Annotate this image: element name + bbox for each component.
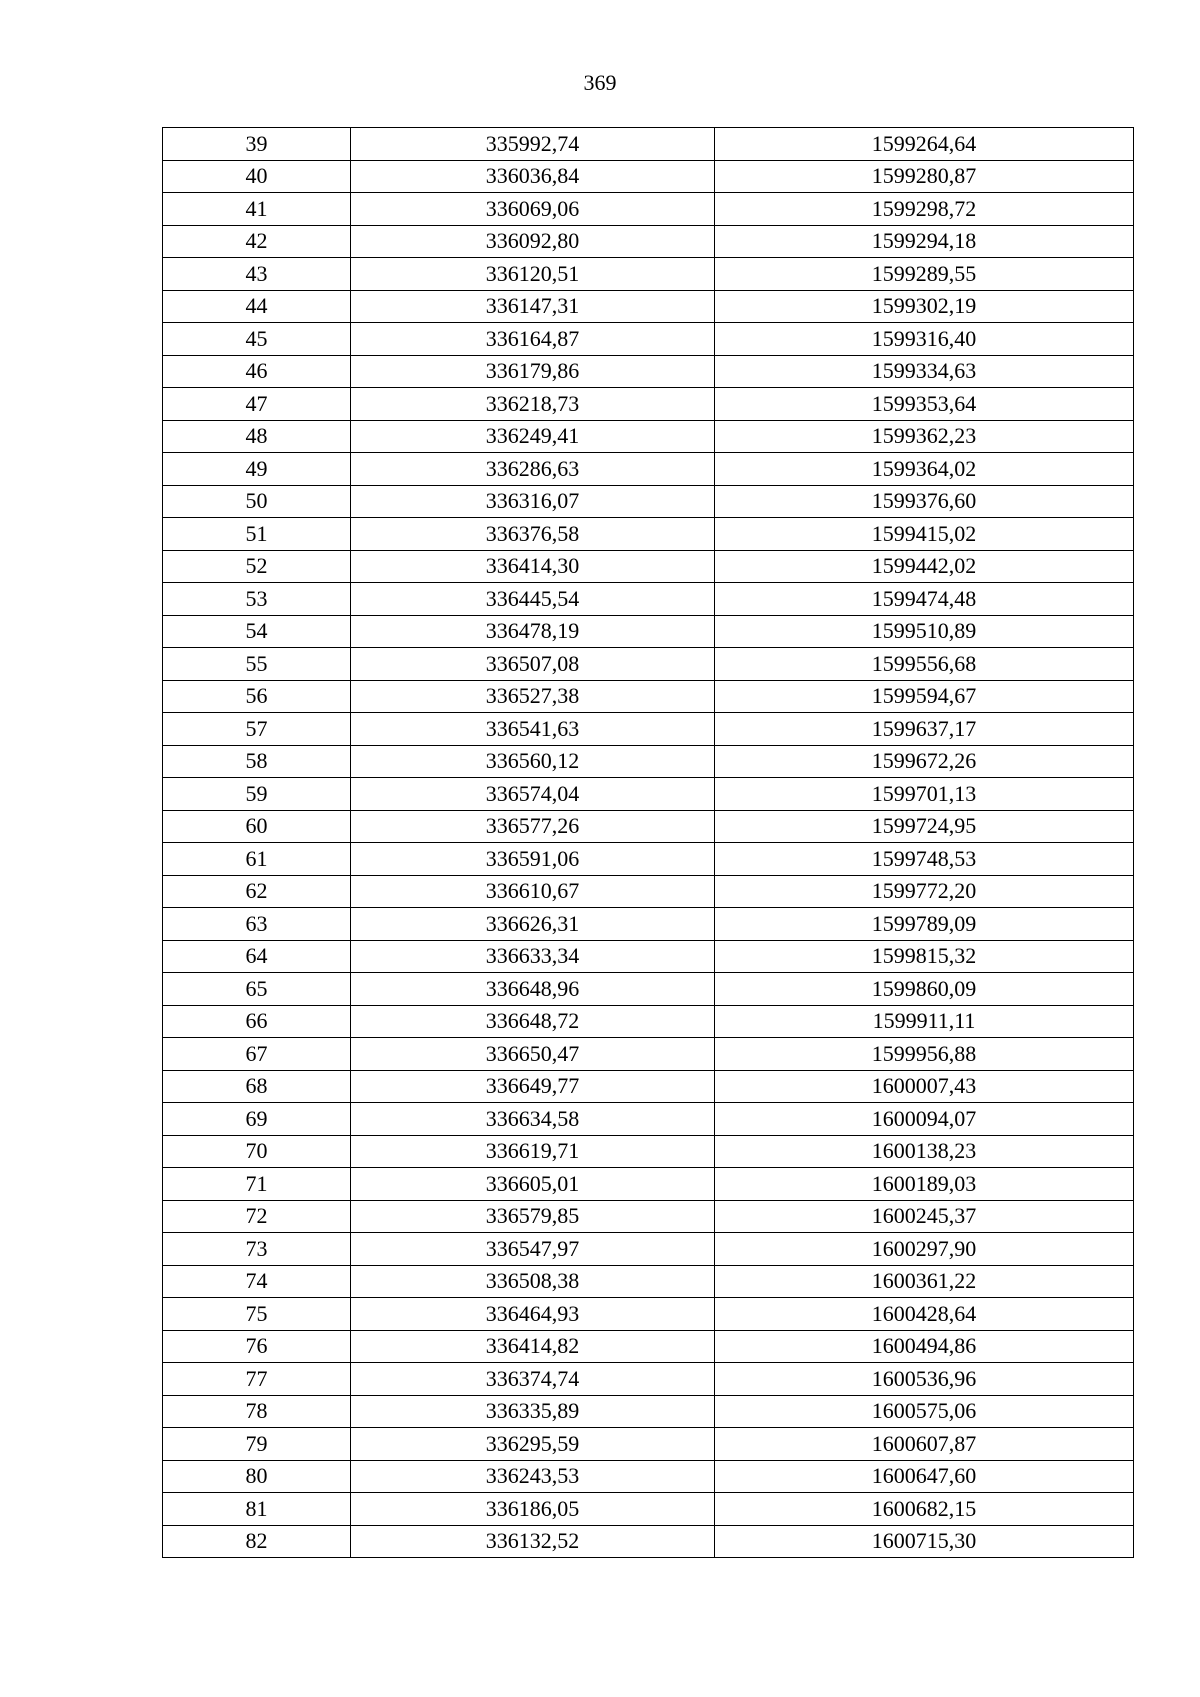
point-number-cell: 79	[163, 1428, 351, 1461]
x-coordinate-cell: 336164,87	[351, 323, 715, 356]
point-number-cell: 74	[163, 1265, 351, 1298]
point-number-cell: 46	[163, 355, 351, 388]
x-coordinate-cell: 336508,38	[351, 1265, 715, 1298]
y-coordinate-cell: 1600245,37	[715, 1200, 1134, 1233]
table-row	[163, 843, 1134, 876]
table-row	[163, 1200, 1134, 1233]
x-coordinate-cell: 336414,82	[351, 1330, 715, 1363]
y-coordinate-cell: 1599594,67	[715, 680, 1134, 713]
y-coordinate-cell: 1599956,88	[715, 1038, 1134, 1071]
y-coordinate-cell: 1599334,63	[715, 355, 1134, 388]
table-row	[163, 1168, 1134, 1201]
y-coordinate-cell: 1599748,53	[715, 843, 1134, 876]
table-row	[163, 615, 1134, 648]
table-row	[163, 875, 1134, 908]
table-row	[163, 1363, 1134, 1396]
y-coordinate-cell: 1599556,68	[715, 648, 1134, 681]
table-row	[163, 193, 1134, 226]
point-number-cell: 69	[163, 1103, 351, 1136]
table-row	[163, 1493, 1134, 1526]
point-number-cell: 68	[163, 1070, 351, 1103]
table-row	[163, 778, 1134, 811]
x-coordinate-cell: 336464,93	[351, 1298, 715, 1331]
table-row	[163, 1298, 1134, 1331]
x-coordinate-cell: 336069,06	[351, 193, 715, 226]
y-coordinate-cell: 1600094,07	[715, 1103, 1134, 1136]
coordinates-table	[162, 127, 1134, 1558]
x-coordinate-cell: 336179,86	[351, 355, 715, 388]
table-row	[163, 973, 1134, 1006]
y-coordinate-cell: 1599789,09	[715, 908, 1134, 941]
x-coordinate-cell: 336619,71	[351, 1135, 715, 1168]
y-coordinate-cell: 1599701,13	[715, 778, 1134, 811]
y-coordinate-cell: 1599364,02	[715, 453, 1134, 486]
point-number-cell: 81	[163, 1493, 351, 1526]
x-coordinate-cell: 336120,51	[351, 258, 715, 291]
point-number-cell: 56	[163, 680, 351, 713]
x-coordinate-cell: 336610,67	[351, 875, 715, 908]
table-row	[163, 225, 1134, 258]
y-coordinate-cell: 1600494,86	[715, 1330, 1134, 1363]
point-number-cell: 45	[163, 323, 351, 356]
x-coordinate-cell: 336577,26	[351, 810, 715, 843]
y-coordinate-cell: 1599772,20	[715, 875, 1134, 908]
point-number-cell: 64	[163, 940, 351, 973]
point-number-cell: 58	[163, 745, 351, 778]
x-coordinate-cell: 336541,63	[351, 713, 715, 746]
y-coordinate-cell: 1599415,02	[715, 518, 1134, 551]
table-row	[163, 1330, 1134, 1363]
y-coordinate-cell: 1600715,30	[715, 1525, 1134, 1558]
y-coordinate-cell: 1599353,64	[715, 388, 1134, 421]
y-coordinate-cell: 1600297,90	[715, 1233, 1134, 1266]
point-number-cell: 43	[163, 258, 351, 291]
x-coordinate-cell: 336626,31	[351, 908, 715, 941]
table-row	[163, 583, 1134, 616]
y-coordinate-cell: 1600428,64	[715, 1298, 1134, 1331]
point-number-cell: 78	[163, 1395, 351, 1428]
y-coordinate-cell: 1599289,55	[715, 258, 1134, 291]
y-coordinate-cell: 1600682,15	[715, 1493, 1134, 1526]
y-coordinate-cell: 1600536,96	[715, 1363, 1134, 1396]
x-coordinate-cell: 336527,38	[351, 680, 715, 713]
point-number-cell: 53	[163, 583, 351, 616]
x-coordinate-cell: 336634,58	[351, 1103, 715, 1136]
point-number-cell: 72	[163, 1200, 351, 1233]
x-coordinate-cell: 336649,77	[351, 1070, 715, 1103]
point-number-cell: 76	[163, 1330, 351, 1363]
point-number-cell: 44	[163, 290, 351, 323]
x-coordinate-cell: 336376,58	[351, 518, 715, 551]
x-coordinate-cell: 336243,53	[351, 1460, 715, 1493]
point-number-cell: 54	[163, 615, 351, 648]
table-row	[163, 160, 1134, 193]
table-row	[163, 1233, 1134, 1266]
table-row	[163, 1460, 1134, 1493]
x-coordinate-cell: 336335,89	[351, 1395, 715, 1428]
x-coordinate-cell: 336574,04	[351, 778, 715, 811]
y-coordinate-cell: 1600189,03	[715, 1168, 1134, 1201]
table-row	[163, 1070, 1134, 1103]
point-number-cell: 75	[163, 1298, 351, 1331]
y-coordinate-cell: 1599264,64	[715, 128, 1134, 161]
point-number-cell: 59	[163, 778, 351, 811]
point-number-cell: 82	[163, 1525, 351, 1558]
table-row	[163, 258, 1134, 291]
point-number-cell: 48	[163, 420, 351, 453]
y-coordinate-cell: 1600647,60	[715, 1460, 1134, 1493]
point-number-cell: 77	[163, 1363, 351, 1396]
x-coordinate-cell: 336147,31	[351, 290, 715, 323]
table-row	[163, 1103, 1134, 1136]
point-number-cell: 39	[163, 128, 351, 161]
table-row	[163, 290, 1134, 323]
point-number-cell: 50	[163, 485, 351, 518]
table-row	[163, 518, 1134, 551]
table-row	[163, 1038, 1134, 1071]
x-coordinate-cell: 336478,19	[351, 615, 715, 648]
y-coordinate-cell: 1599672,26	[715, 745, 1134, 778]
point-number-cell: 52	[163, 550, 351, 583]
x-coordinate-cell: 336650,47	[351, 1038, 715, 1071]
table-row	[163, 1428, 1134, 1461]
point-number-cell: 70	[163, 1135, 351, 1168]
x-coordinate-cell: 335992,74	[351, 128, 715, 161]
y-coordinate-cell: 1599316,40	[715, 323, 1134, 356]
y-coordinate-cell: 1599280,87	[715, 160, 1134, 193]
y-coordinate-cell: 1599474,48	[715, 583, 1134, 616]
x-coordinate-cell: 336648,96	[351, 973, 715, 1006]
table-row	[163, 1395, 1134, 1428]
y-coordinate-cell: 1599362,23	[715, 420, 1134, 453]
table-row	[163, 485, 1134, 518]
table-row	[163, 420, 1134, 453]
x-coordinate-cell: 336316,07	[351, 485, 715, 518]
y-coordinate-cell: 1599911,11	[715, 1005, 1134, 1038]
point-number-cell: 62	[163, 875, 351, 908]
x-coordinate-cell: 336591,06	[351, 843, 715, 876]
table-row	[163, 323, 1134, 356]
table-row	[163, 128, 1134, 161]
table-row	[163, 550, 1134, 583]
x-coordinate-cell: 336445,54	[351, 583, 715, 616]
point-number-cell: 49	[163, 453, 351, 486]
point-number-cell: 63	[163, 908, 351, 941]
y-coordinate-cell: 1599294,18	[715, 225, 1134, 258]
point-number-cell: 42	[163, 225, 351, 258]
x-coordinate-cell: 336186,05	[351, 1493, 715, 1526]
y-coordinate-cell: 1599298,72	[715, 193, 1134, 226]
table-row	[163, 940, 1134, 973]
x-coordinate-cell: 336633,34	[351, 940, 715, 973]
x-coordinate-cell: 336579,85	[351, 1200, 715, 1233]
y-coordinate-cell: 1600007,43	[715, 1070, 1134, 1103]
point-number-cell: 80	[163, 1460, 351, 1493]
x-coordinate-cell: 336218,73	[351, 388, 715, 421]
coordinates-table-body	[163, 128, 1134, 1558]
point-number-cell: 55	[163, 648, 351, 681]
point-number-cell: 40	[163, 160, 351, 193]
table-row	[163, 355, 1134, 388]
table-row	[163, 648, 1134, 681]
point-number-cell: 57	[163, 713, 351, 746]
x-coordinate-cell: 336036,84	[351, 160, 715, 193]
y-coordinate-cell: 1599860,09	[715, 973, 1134, 1006]
y-coordinate-cell: 1599302,19	[715, 290, 1134, 323]
x-coordinate-cell: 336249,41	[351, 420, 715, 453]
x-coordinate-cell: 336374,74	[351, 1363, 715, 1396]
y-coordinate-cell: 1599510,89	[715, 615, 1134, 648]
x-coordinate-cell: 336605,01	[351, 1168, 715, 1201]
x-coordinate-cell: 336507,08	[351, 648, 715, 681]
table-row	[163, 680, 1134, 713]
table-row	[163, 1135, 1134, 1168]
point-number-cell: 41	[163, 193, 351, 226]
point-number-cell: 60	[163, 810, 351, 843]
table-row	[163, 908, 1134, 941]
y-coordinate-cell: 1599376,60	[715, 485, 1134, 518]
table-row	[163, 1265, 1134, 1298]
y-coordinate-cell: 1600138,23	[715, 1135, 1134, 1168]
point-number-cell: 66	[163, 1005, 351, 1038]
x-coordinate-cell: 336092,80	[351, 225, 715, 258]
table-row	[163, 745, 1134, 778]
page-number: 369	[583, 70, 617, 95]
point-number-cell: 65	[163, 973, 351, 1006]
x-coordinate-cell: 336560,12	[351, 745, 715, 778]
table-row	[163, 453, 1134, 486]
point-number-cell: 47	[163, 388, 351, 421]
table-row	[163, 1005, 1134, 1038]
x-coordinate-cell: 336547,97	[351, 1233, 715, 1266]
y-coordinate-cell: 1599815,32	[715, 940, 1134, 973]
x-coordinate-cell: 336132,52	[351, 1525, 715, 1558]
table-row	[163, 388, 1134, 421]
y-coordinate-cell: 1599724,95	[715, 810, 1134, 843]
y-coordinate-cell: 1600575,06	[715, 1395, 1134, 1428]
table-row	[163, 1525, 1134, 1558]
point-number-cell: 73	[163, 1233, 351, 1266]
x-coordinate-cell: 336286,63	[351, 453, 715, 486]
y-coordinate-cell: 1600607,87	[715, 1428, 1134, 1461]
table-row	[163, 810, 1134, 843]
table-row	[163, 713, 1134, 746]
x-coordinate-cell: 336414,30	[351, 550, 715, 583]
x-coordinate-cell: 336648,72	[351, 1005, 715, 1038]
y-coordinate-cell: 1599442,02	[715, 550, 1134, 583]
point-number-cell: 67	[163, 1038, 351, 1071]
y-coordinate-cell: 1599637,17	[715, 713, 1134, 746]
point-number-cell: 51	[163, 518, 351, 551]
x-coordinate-cell: 336295,59	[351, 1428, 715, 1461]
point-number-cell: 61	[163, 843, 351, 876]
point-number-cell: 71	[163, 1168, 351, 1201]
y-coordinate-cell: 1600361,22	[715, 1265, 1134, 1298]
